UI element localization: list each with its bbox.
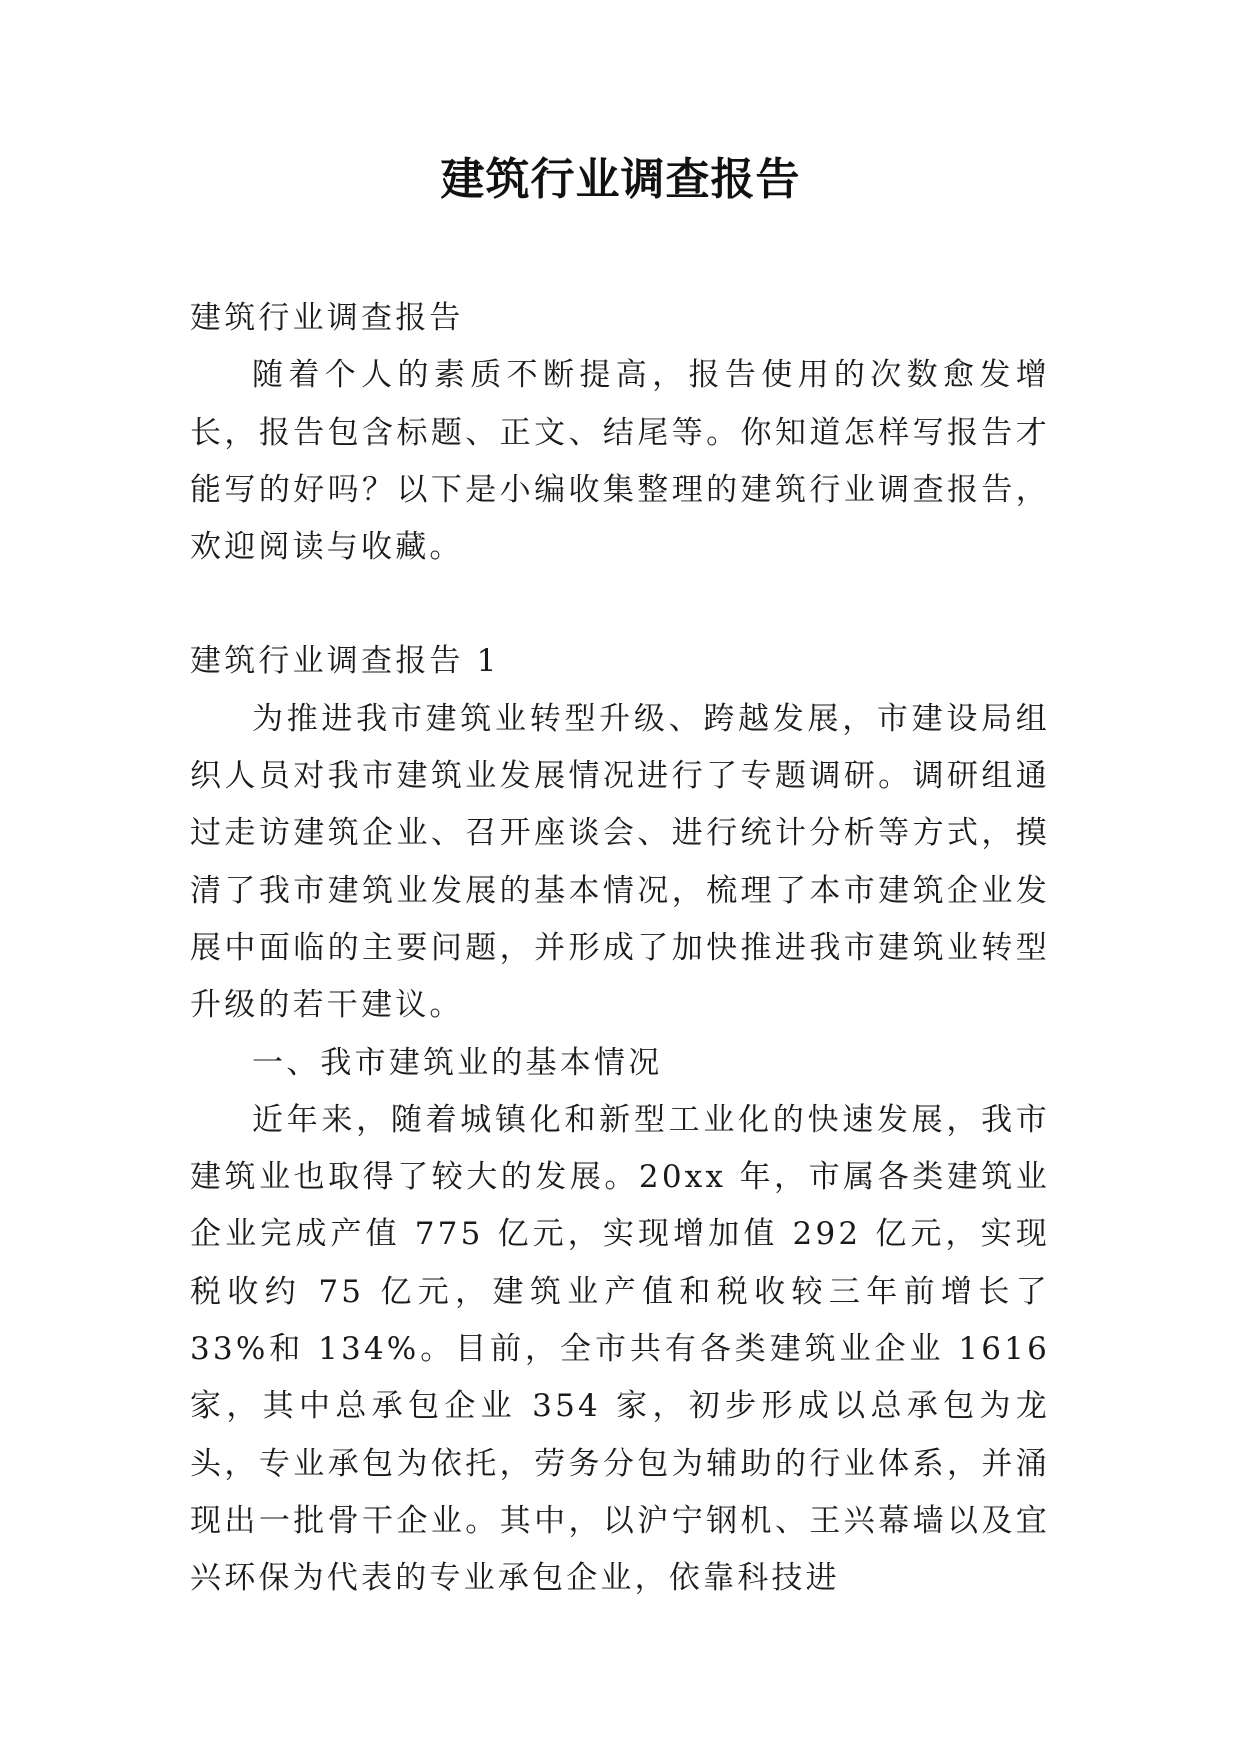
intro-paragraph: 随着个人的素质不断提高，报告使用的次数愈发增长，报告包含标题、正文、结尾等。你知道怎样写报告才能写的好吗？以下是小编收集整理的建筑行业调查报告，欢迎阅读与收藏。 xyxy=(190,357,1050,566)
intro-heading: 建筑行业调查报告 xyxy=(190,300,464,336)
report-1-heading: 建筑行业调查报告 1 xyxy=(190,643,500,680)
section-1-heading: 一、我市建筑业的基本情况 xyxy=(252,1044,663,1081)
document-title: 建筑行业调查报告 xyxy=(440,154,801,205)
paragraph-spacer xyxy=(190,576,1050,633)
report-1-intro-paragraph: 为推进我市建筑业转型升级、跨越发展，市建设局组织人员对我市建筑业发展情况进行了专题调研。调研组通过走访建筑企业、召开座谈会、进行统计分析等方式，摸清了我市建筑业发展的基本情况，梳理了本市建筑企业发展中面临的主要问题，并形成了加快推进我市建筑业转型升级的若干建议。 xyxy=(190,700,1050,1024)
section-1-paragraph: 近年来，随着城镇化和新型工业化的快速发展，我市建筑业也取得了较大的发展。20xx 年，市属各类建筑业企业完成产值 775 亿元，实现增加值 292 亿元，实现税收约 75 亿元，建筑业产值和税收较三年前增长了 33%和 134%。目前，全市共有各类建筑业企业 1616 家，其中总承包企业 354 家，初步形成以总承包为龙头，专业承包为依托，劳务分包为辅助的行业体系，并涌现出一批骨干企业。其中，以沪宁钢机、王兴幕墙以及宜兴环保为代表的专业承包企业，依靠科技进 xyxy=(190,1101,1050,1597)
document-body xyxy=(190,290,1050,1608)
